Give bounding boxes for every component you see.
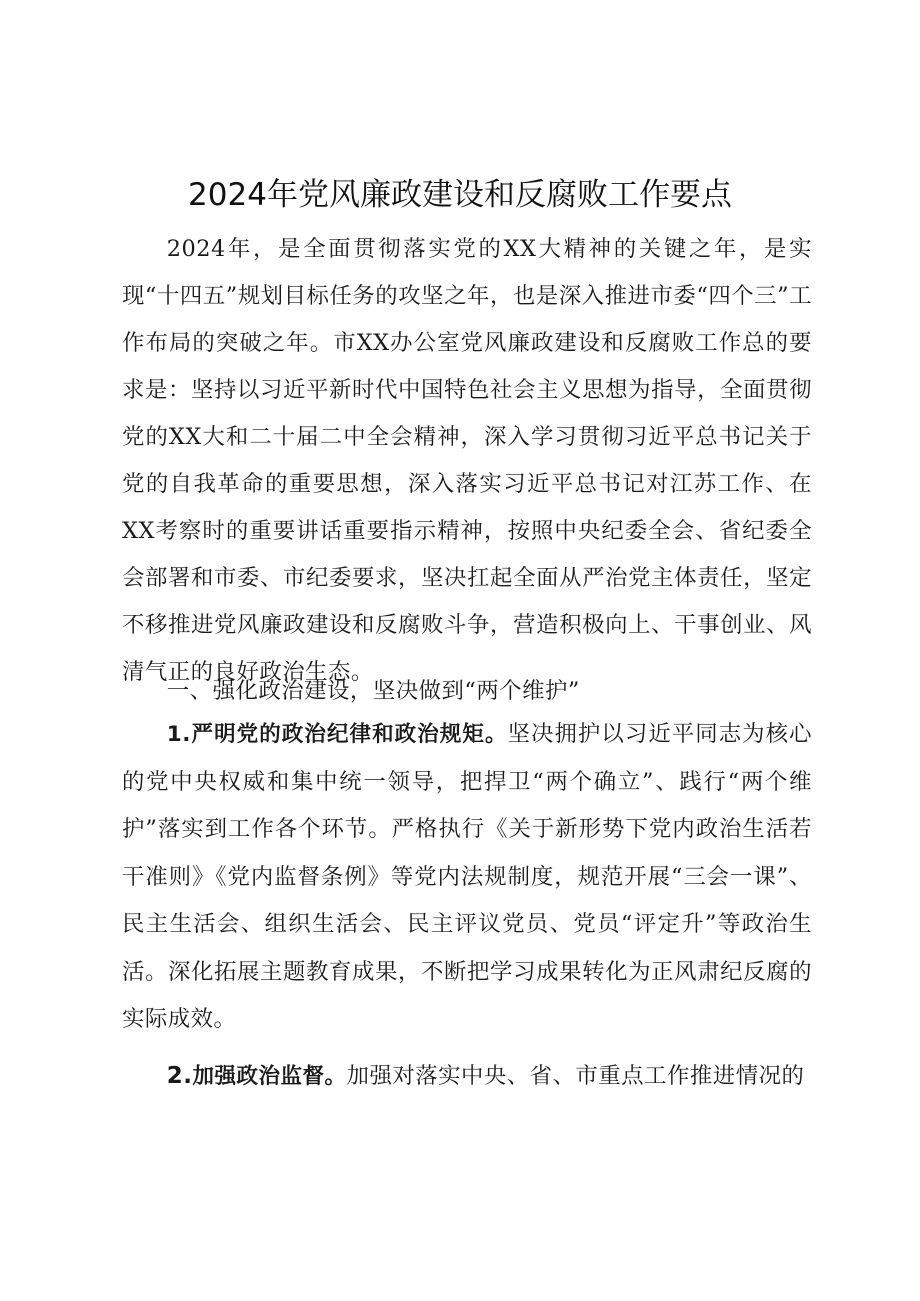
- item-2-body: 加强对落实中央、省、市重点工作推进情况的: [346, 1063, 805, 1089]
- section-heading: 一、强化政治建设，坚决做到“两个维护”: [166, 678, 580, 704]
- item-1-body: 坚决拥护以习近平同志为核心的党中央权威和集中统一领导，把捍卫“两个确立”、践行“两个维护”落实到工作各个环节。严格执行《关于新形势下党内政治生活若干准则》《党内监督条例》等党内法规制度，规范开展“三会一课”、民主生活会、组织生活会、民主评议党员、党员“评定升”等政治生活。深化拓展主题教育成果，不断把学习成果转化为正风肃纪反腐的实际成效。: [122, 721, 812, 1032]
- item-2-lead: 加强政治监督。: [192, 1064, 347, 1089]
- item-2-number: 2.: [166, 1063, 193, 1089]
- item-2-paragraph: [122, 1053, 812, 1100]
- intro-paragraph: 2024年，是全面贯彻落实党的XX大精神的关键之年，是实现“十四五”规划目标任务的攻坚之年，也是深入推进市委“四个三”工作布局的突破之年。市XX办公室党风廉政建设和反腐败工作总的要求是：坚持以习近平新时代中国特色社会主义思想为指导，全面贯彻党的XX大和二十届二中全会精神，深入学习贯彻习近平总书记关于党的自我革命的重要思想，深入落实习近平总书记对江苏工作、在XX考察时的重要讲话重要指示精神，按照中央纪委全会、省纪委全会部署和市委、市纪委要求，坚决扛起全面从严治党主体责任，坚定不移推进党风廉政建设和反腐败斗争，营造积极向上、干事创业、风清气正的良好政治生态。: [122, 236, 812, 685]
- item-1-lead: 1.严明党的政治纪律和政治规矩。: [166, 722, 508, 747]
- document-title: 2024年党风廉政建设和反腐败工作要点: [188, 177, 732, 213]
- item-1-paragraph: [122, 711, 812, 1044]
